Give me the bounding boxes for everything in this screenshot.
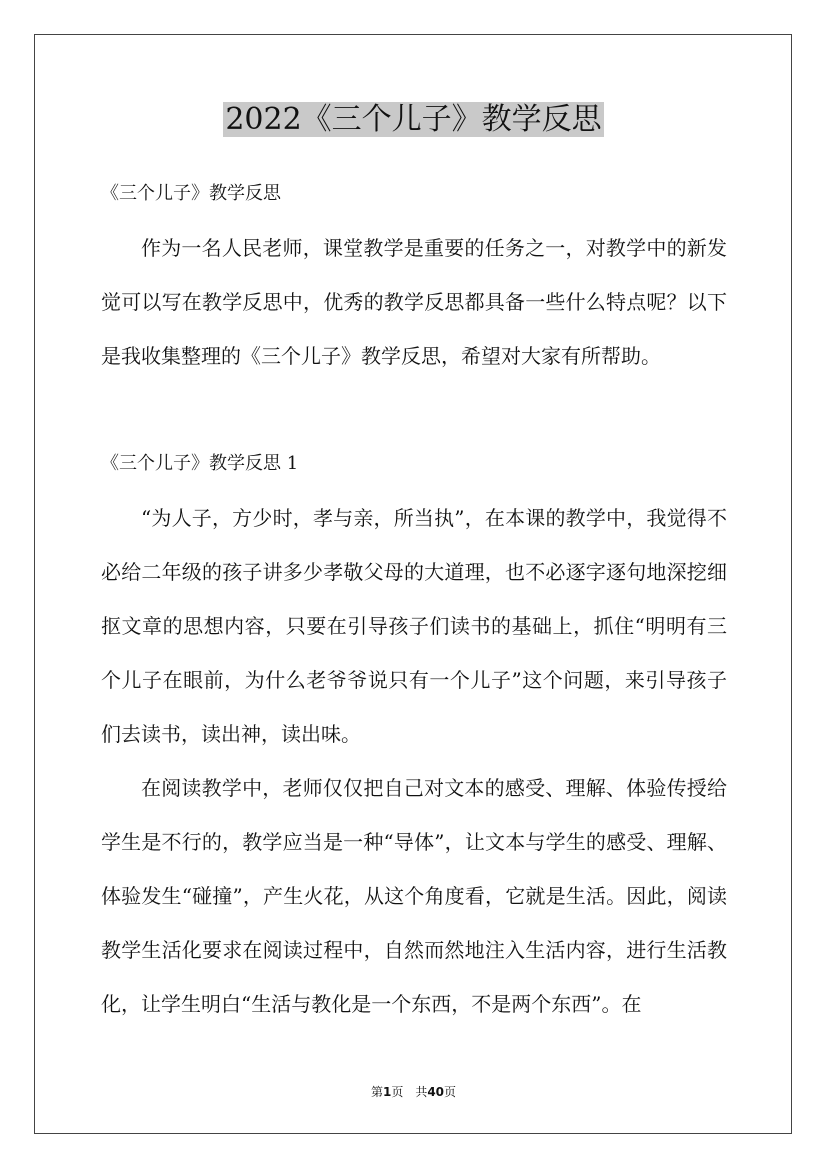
footer-total-pages: 40	[427, 1085, 445, 1099]
footer-current-page: 1	[382, 1085, 392, 1099]
page-footer	[0, 1084, 827, 1100]
footer-mid: 页 共	[391, 1085, 428, 1099]
document-subtitle: 《三个儿子》教学反思	[101, 183, 281, 204]
section-heading-1: 《三个儿子》教学反思 1	[101, 453, 299, 474]
footer-prefix: 第	[370, 1085, 383, 1099]
intro-paragraph: 作为一名人民老师，课堂教学是重要的任务之一，对教学中的新发觉可以写在教学反思中，优秀的教学反思都具备一些什么特点呢？以下是我收集整理的《三个儿子》教学反思，希望对大家有所帮助。	[101, 236, 727, 368]
document-title-wrap	[0, 100, 827, 140]
document-title: 2022《三个儿子》教学反思	[225, 102, 602, 137]
section1-paragraph-1: “为人子，方少时，孝与亲，所当执”，在本课的教学中，我觉得不必给二年级的孩子讲多少孝敬父母的大道理，也不必逐字逐句地深挖细抠文章的思想内容，只要在引导孩子们读书的基础上，抓住“明明有三个儿子在眼前，为什么老爷爷说只有一个儿子”这个问题，来引导孩子们去读书，读出神，读出味。	[101, 506, 727, 746]
section1-paragraph-2: 在阅读教学中，老师仅仅把自己对文本的感受、理解、体验传授给学生是不行的，教学应当是一种“导体”，让文本与学生的感受、理解、体验发生“碰撞”，产生火花，从这个角度看，它就是生活。因此，阅读教学生活化要求在阅读过程中，自然而然地注入生活内容，进行生活教化，让学生明白“生活与教化是一个东西，不是两个东西”。在	[101, 776, 727, 1016]
footer-suffix: 页	[444, 1085, 457, 1099]
